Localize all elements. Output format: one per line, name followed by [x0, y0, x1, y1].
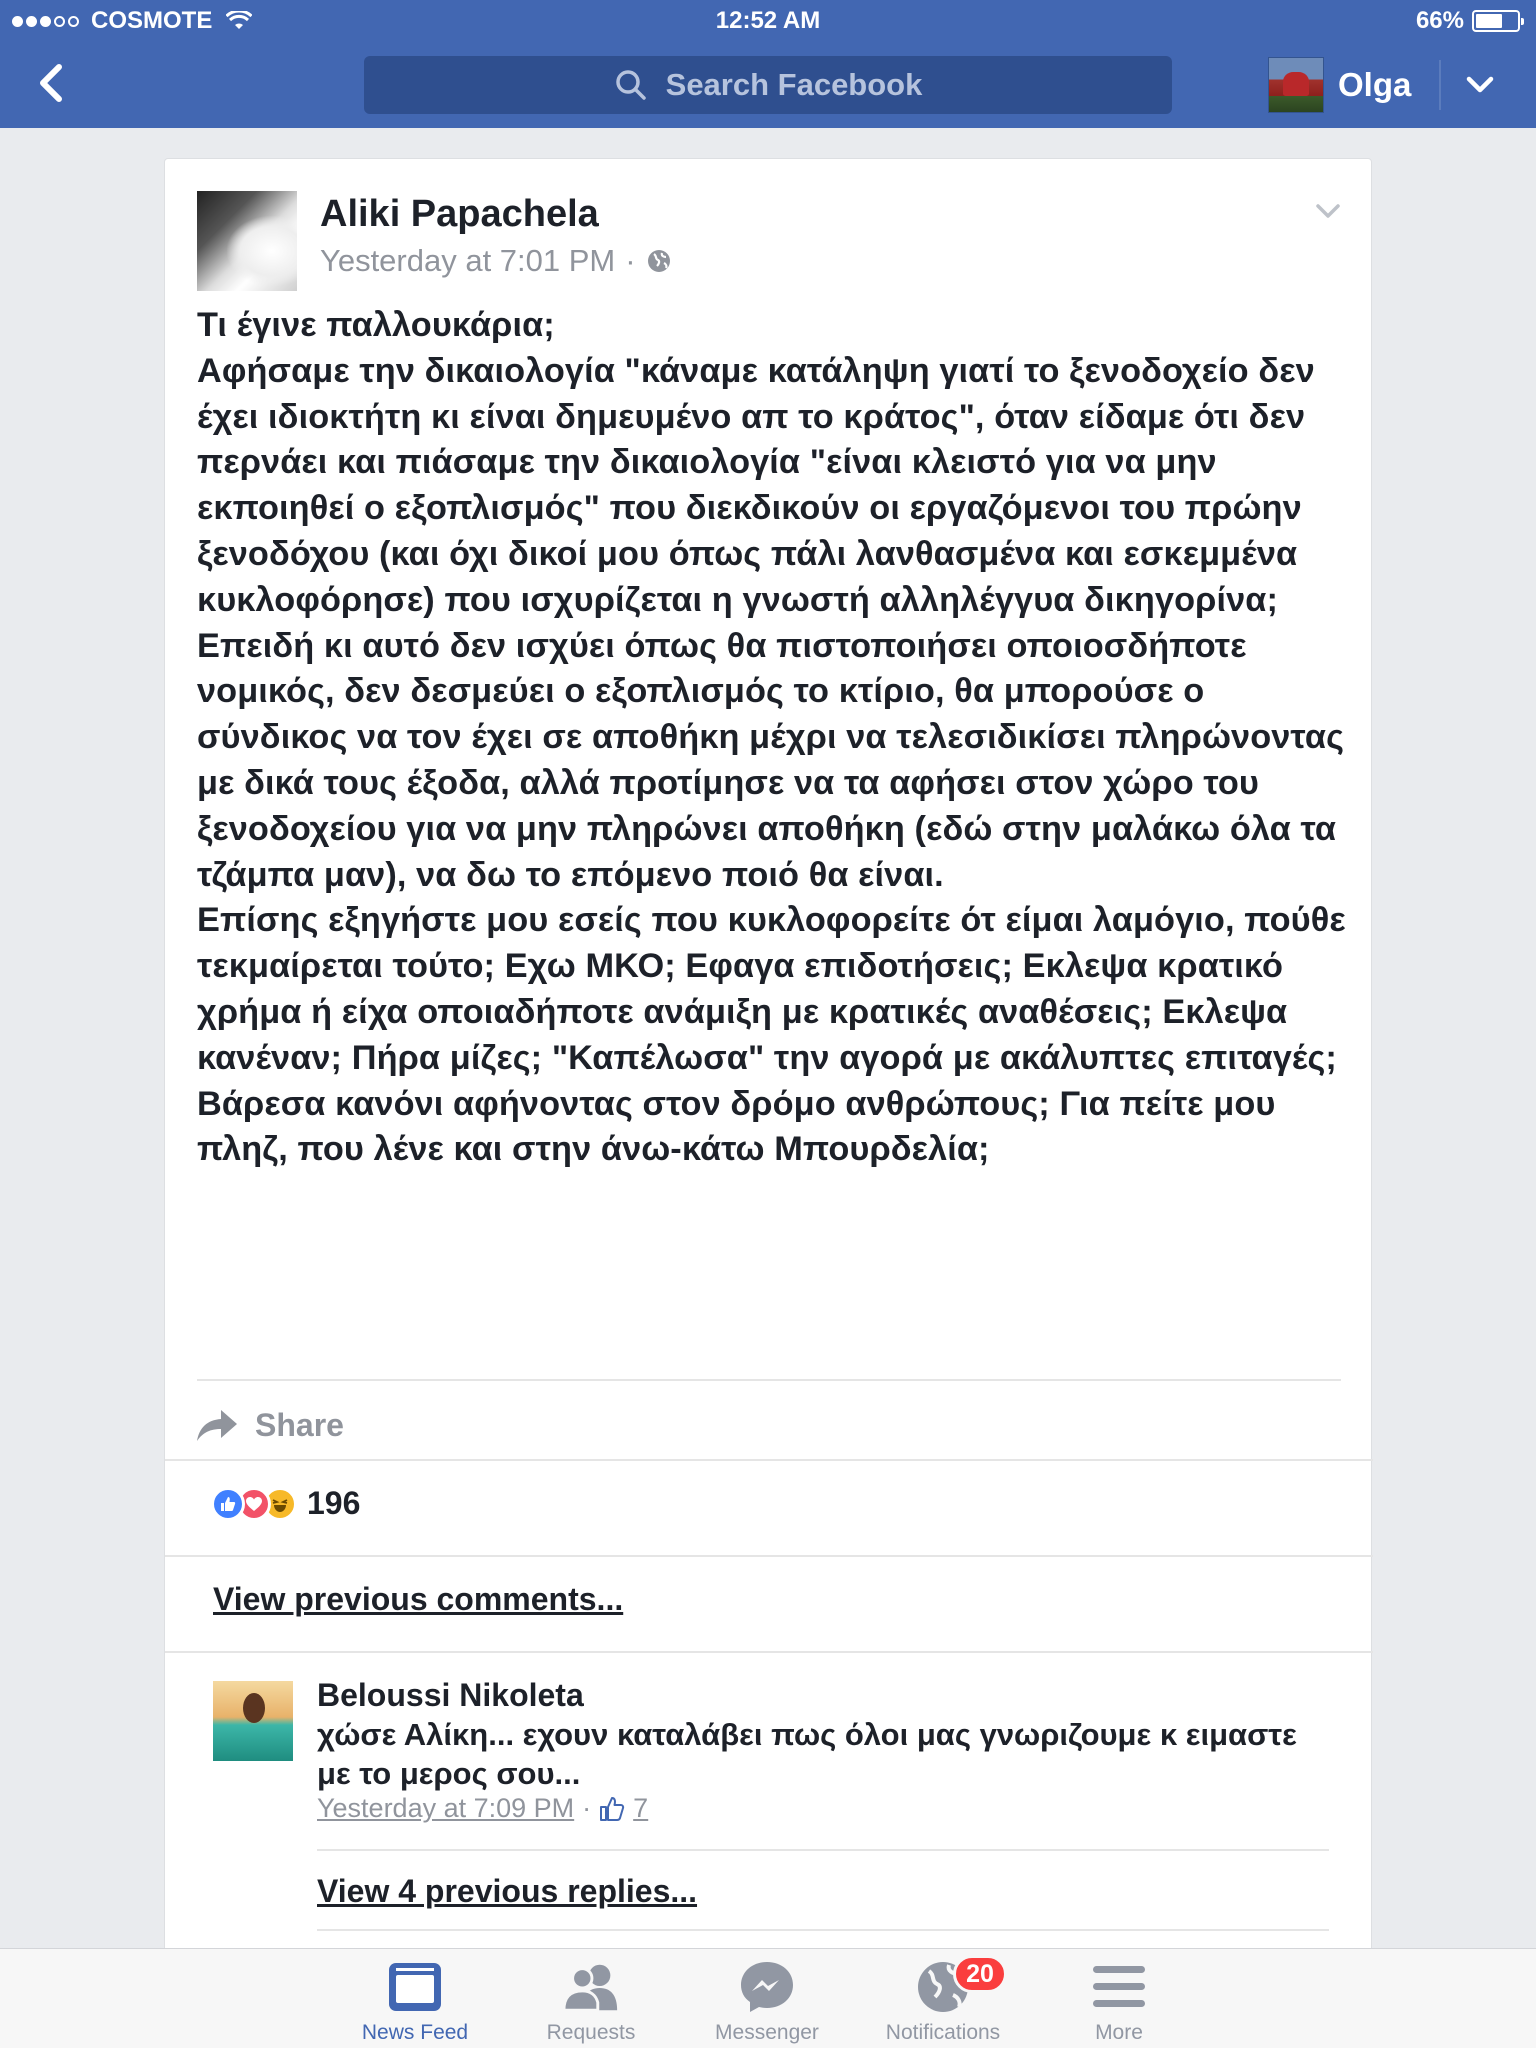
globe-icon [913, 1959, 994, 2015]
comment-timestamp[interactable]: Yesterday at 7:09 PM [317, 1793, 575, 1823]
chevron-down-icon [1466, 76, 1494, 94]
comment-meta [317, 1793, 648, 1824]
divider [317, 1849, 1329, 1851]
top-navigation-bar [0, 0, 1536, 128]
view-previous-replies-link[interactable]: View 4 previous replies... [317, 1873, 698, 1909]
reaction-count: 196 [307, 1485, 361, 1521]
comment-like-count[interactable]: 7 [633, 1793, 649, 1823]
tab-requests[interactable] [521, 1959, 661, 2045]
status-bar-right [1416, 7, 1520, 35]
share-arrow-icon [195, 1406, 239, 1444]
user-avatar [1268, 57, 1324, 113]
commenter-avatar[interactable] [213, 1681, 293, 1761]
chevron-left-icon [37, 63, 63, 103]
nav-divider [1439, 60, 1441, 110]
like-icon[interactable] [599, 1796, 625, 1822]
post-body-text: Τι έγινε παλλουκάρια; Αφήσαμε την δικαιολογία "κάναμε κατάληψη γιατί το ξενοδοχείο δεν έχει ιδιοκτήτη κι είναι δημευμένο απ το κράτος", όταν είδαμε ότι δεν περνάει και πιάσαμε την δικαιολογία "είναι κλειστό για να μην εκποιηθεί ο εξοπλισμός" που διεκδικούν οι εργαζόμενοι του πρώην ξενοδόχου (και όχι δικοί μου όπως πάλι λανθασμένα και εσκεμμένα κυκλοφόρησε) που ισχυρίζεται η γνωστή αλληλέγγυα δικηγορίνα; Επειδή κι αυτό δεν ισχύει όπως θα πιστοποιήσει οποιοσδήποτε νομικός, δεν δεσμεύει ο εξοπλισμός το κτίριο, θα μπορούσε ο σύνδικος να τον έχει σε αποθήκη μέχρι να τελεσιδικίσει πληρώνοντας με δικά τους έξοδα, αλλά προτίμησε να τα αφήσει στον χώρο του ξενοδοχείου για να μην πληρώνει αποθήκη (εδώ στην μαλάκω όλα τα τζάμπα μαν), να δω το επόμενο ποιό θα είναι. Επίσης εξηγήστε μου εσείς που κυκλοφορείτε ότ είμαι λαμόγιο, πούθε τεκμαίρεται τούτο; Εχω ΜΚΟ; Εφαγα επιδοτήσεις; Εκλεψα κρατικό χρήμα ή είχα οποιαδήποτε ανάμιξη με κρατικές αναθέσεις; Εκλεψα κανέναν; Πήρα μίζες; "Καπέλωσα" την αγορά με ακάλυπτες επιταγές; Βάρεσα κανόνι αφήνοντας στον δρόμο ανθρώπους; Για πείτε μου πληζ, που λένε και στην άνω-κάτω Μπουρδελία; [197, 306, 1346, 1169]
messenger-icon [737, 1959, 797, 2015]
divider [165, 1651, 1373, 1653]
account-menu-button[interactable] [1458, 68, 1502, 102]
reactions-summary[interactable] [211, 1485, 360, 1522]
notification-badge: 20 [953, 1955, 1007, 1993]
globe-icon [646, 248, 672, 274]
back-button[interactable] [28, 58, 72, 108]
post-card [164, 158, 1372, 2048]
tab-label: More [1095, 2021, 1143, 2044]
battery-percent: 66% [1415, 7, 1464, 34]
divider [197, 1379, 1341, 1381]
search-icon [614, 68, 648, 102]
tab-more[interactable] [1049, 1959, 1189, 2045]
like-reaction-icon [211, 1487, 245, 1521]
status-bar [0, 0, 1536, 40]
tab-messenger[interactable] [697, 1959, 837, 2045]
view-previous-comments-link[interactable]: View previous comments... [213, 1581, 624, 1617]
post-meta [320, 243, 672, 279]
divider [317, 1929, 1329, 1931]
author-avatar[interactable] [197, 191, 297, 291]
search-facebook-input[interactable] [364, 56, 1172, 114]
comment-text: χώσε Αλίκη... εχουν καταλάβει πως όλοι μας γνωριζουμε κ ειμαστε με το μερος σου... [317, 1717, 1297, 1791]
chevron-down-icon [1310, 197, 1346, 227]
tab-label: Requests [546, 2021, 636, 2044]
divider [165, 1459, 1373, 1461]
meta-separator: · [582, 1793, 592, 1823]
tab-label: Messenger [715, 2021, 819, 2044]
meta-separator: · [625, 243, 636, 278]
bottom-tab-bar [0, 1948, 1536, 2048]
tab-news-feed[interactable] [345, 1959, 485, 2045]
tab-label: Notifications [885, 2021, 1001, 2044]
divider [165, 1555, 1373, 1557]
share-label: Share [255, 1406, 344, 1443]
comment-author-name[interactable]: Beloussi Nikoleta [317, 1677, 584, 1713]
news-feed-icon [385, 1959, 445, 2015]
post-timestamp[interactable]: Yesterday at 7:01 PM [320, 243, 616, 278]
search-placeholder: Search Facebook [665, 67, 923, 102]
tab-notifications[interactable] [873, 1959, 1013, 2045]
post-options-button[interactable] [1310, 197, 1346, 227]
share-button[interactable] [195, 1399, 344, 1451]
post-author-name[interactable]: Aliki Papachela [320, 193, 599, 235]
user-name: Olga [1338, 66, 1412, 103]
tab-label: News Feed [361, 2021, 469, 2044]
profile-button[interactable] [1268, 56, 1411, 114]
battery-icon [1472, 10, 1520, 32]
hamburger-menu-icon [1089, 1959, 1149, 2015]
carrier-name: COSMOTE [91, 7, 213, 34]
friend-requests-icon [561, 1959, 621, 2015]
status-time: 12:52 AM [715, 7, 821, 34]
